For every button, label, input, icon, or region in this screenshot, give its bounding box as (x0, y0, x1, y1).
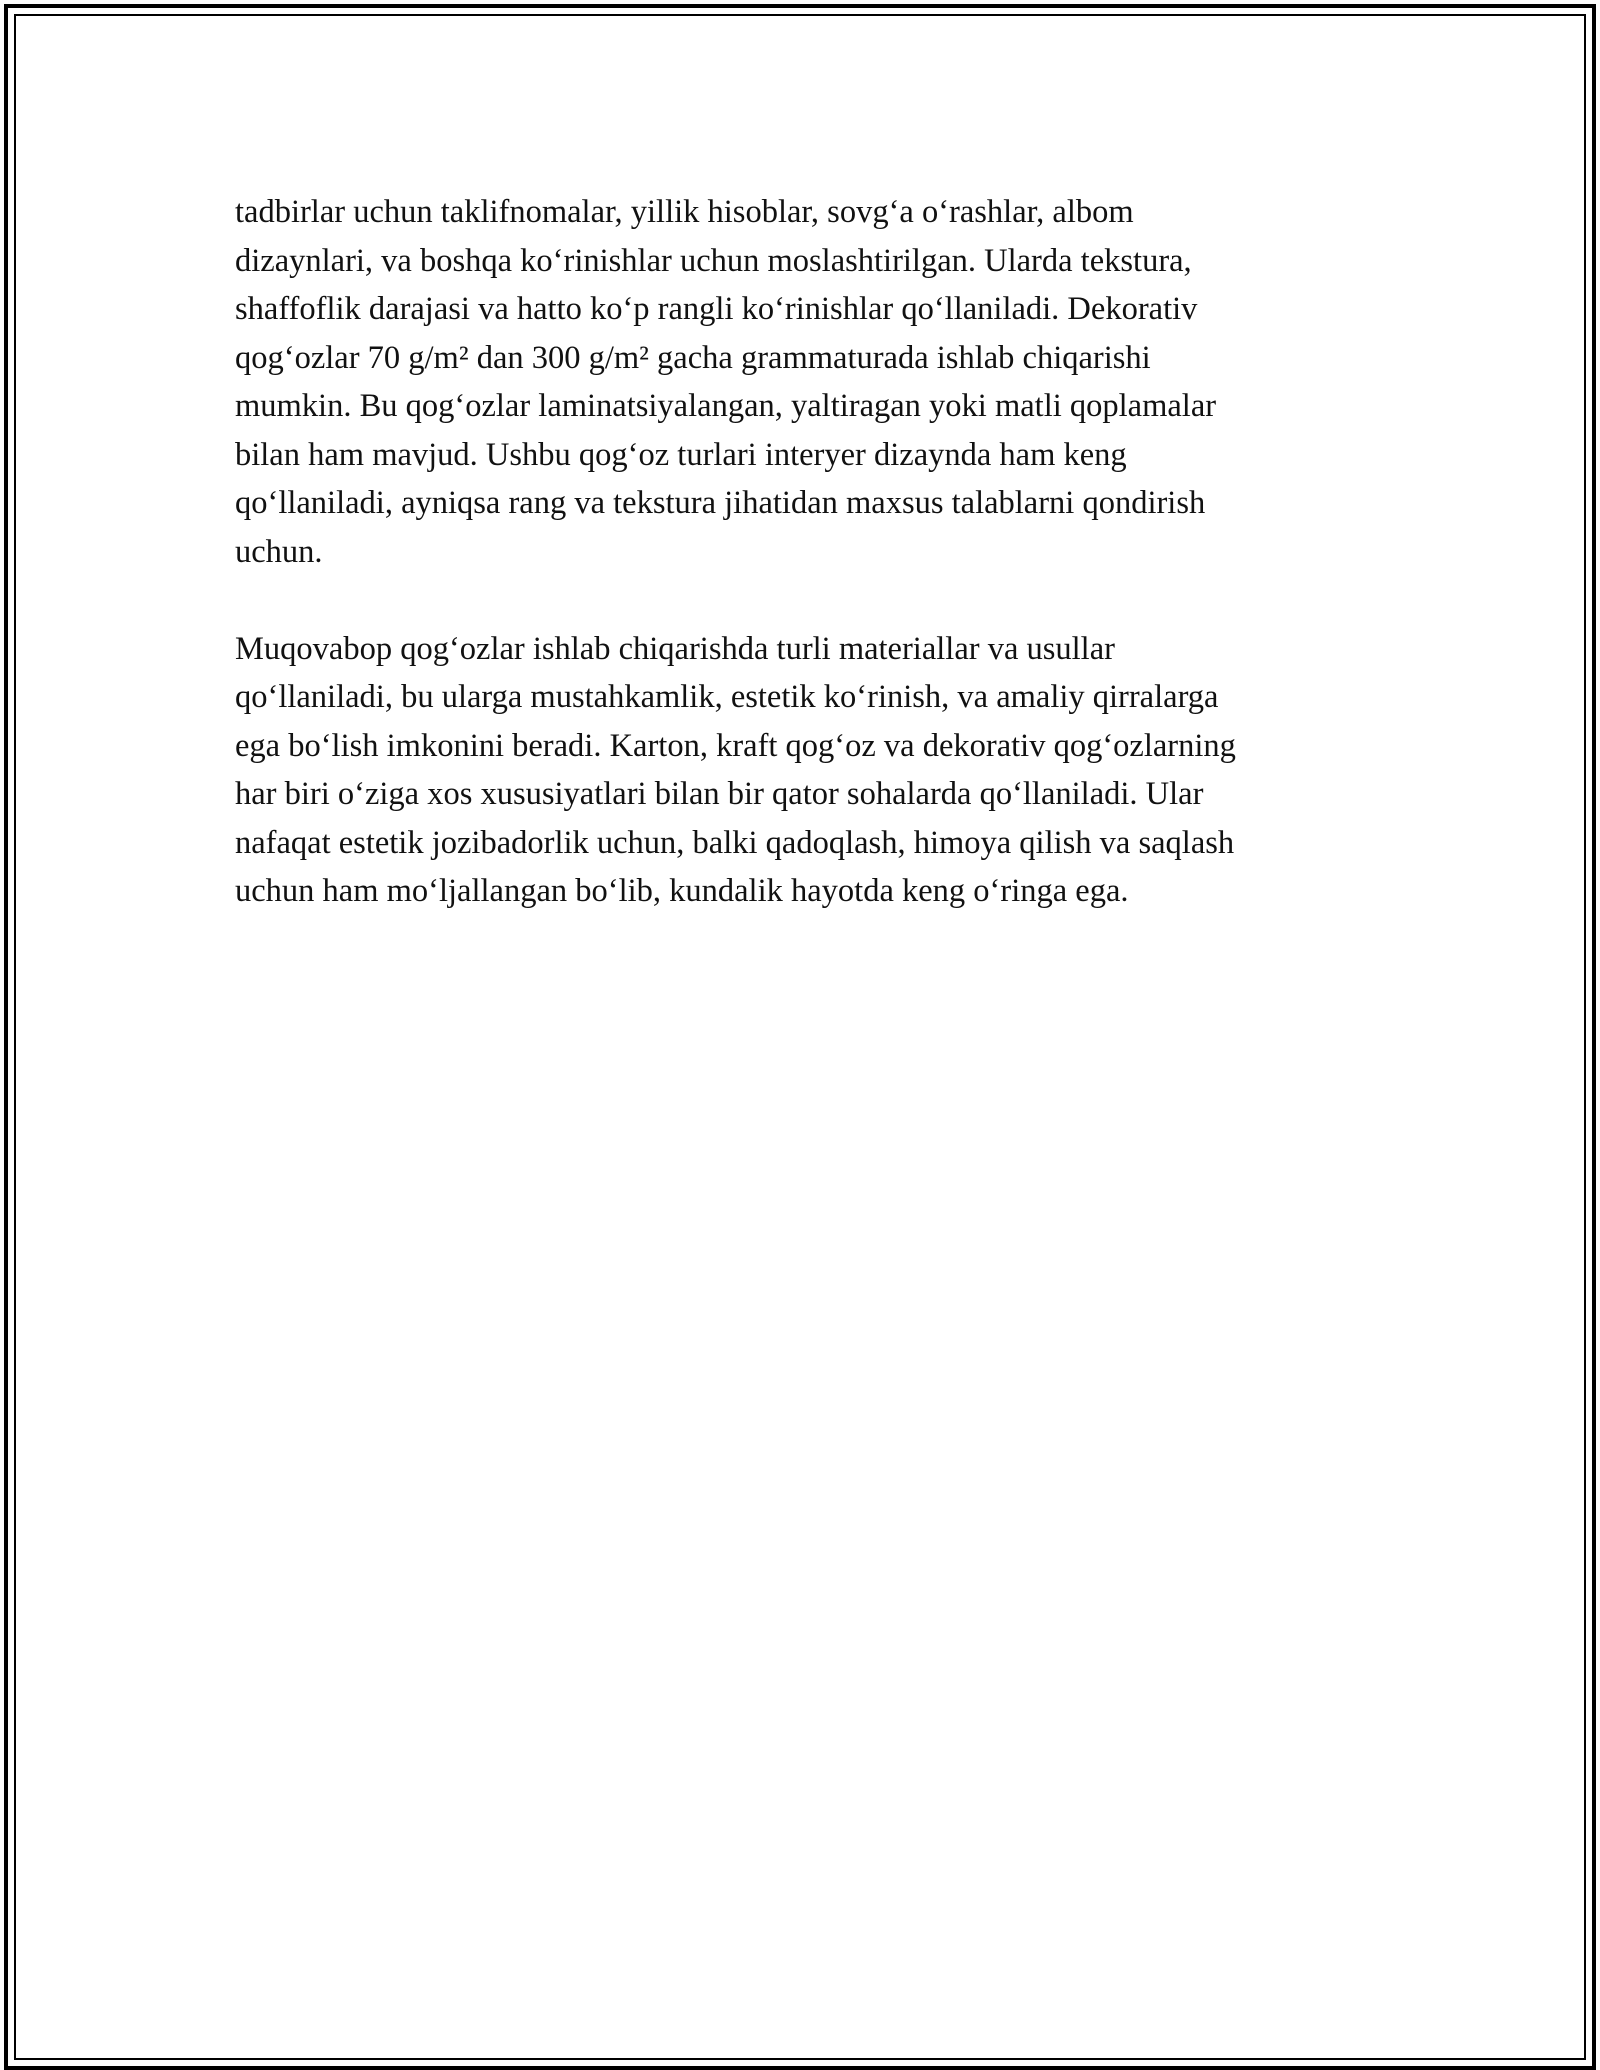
paragraph-line: har biri o‘ziga xos xususiyatlari bilan bir qator sohalarda qo‘llaniladi. Ular (235, 776, 1204, 812)
paragraph-spacing (235, 576, 1385, 625)
paragraph-1 (235, 188, 1385, 576)
paragraph-line: mumkin. Bu qog‘ozlar laminatsiyalangan, yaltiragan yoki matli qoplamalar (235, 388, 1217, 424)
paragraph-line: uchun. (235, 533, 323, 570)
paragraph-line: tadbirlar uchun taklifnomalar, yillik hisoblar, sovg‘a o‘rashlar, albom (235, 194, 1134, 230)
document-body (235, 188, 1385, 916)
paragraph-line: shaffoflik darajasi va hatto ko‘p rangli ko‘rinishlar qo‘llaniladi. Dekorativ (235, 291, 1198, 327)
paragraph-line: bilan ham mavjud. Ushbu qog‘oz turlari interyer dizaynda ham keng (235, 436, 1127, 473)
paragraph-line: qog‘ozlar 70 g/m² dan 300 g/m² gacha grammaturada ishlab chiqarishi (235, 339, 1151, 376)
paragraph-line: dizaynlari, va boshqa ko‘rinishlar uchun moslashtirilgan. Ularda tekstura, (235, 242, 1192, 279)
paragraph-line: ega bo‘lish imkonini beradi. Karton, kraft qog‘oz va dekorativ qog‘ozlarning (235, 727, 1236, 764)
paragraph-line: nafaqat estetik jozibadorlik uchun, balki qadoqlash, himoya qilish va saqlash (235, 824, 1235, 861)
paragraph-2 (235, 625, 1385, 916)
paragraph-line: qo‘llaniladi, ayniqsa rang va tekstura jihatidan maxsus talablarni qondirish (235, 485, 1206, 521)
paragraph-line: qo‘llaniladi, bu ularga mustahkamlik, estetik ko‘rinish, va amaliy qirralarga (235, 679, 1219, 715)
paragraph-line: uchun ham mo‘ljallangan bo‘lib, kundalik hayotda keng o‘ringa ega. (235, 873, 1129, 909)
paragraph-line: Muqovabop qog‘ozlar ishlab chiqarishda turli materiallar va usullar (235, 630, 1115, 667)
